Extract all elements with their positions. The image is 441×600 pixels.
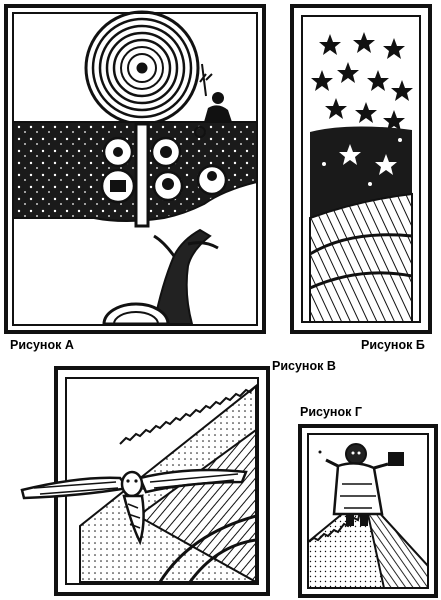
figure-v-illustration xyxy=(20,366,272,596)
caption-figure-a: Рисунок А xyxy=(10,338,74,352)
figure-v xyxy=(20,366,272,596)
hatched-landscape-b xyxy=(310,194,412,322)
figure-b-illustration xyxy=(290,4,432,334)
figure-g xyxy=(298,424,438,598)
caption-figure-b: Рисунок Б xyxy=(361,338,425,352)
figure-a-illustration xyxy=(4,4,266,334)
caption-figure-v: Рисунок В xyxy=(272,359,336,373)
figure-b xyxy=(290,4,432,334)
figure-g-illustration xyxy=(298,424,438,598)
pillar xyxy=(136,124,148,226)
figure-a xyxy=(4,4,266,334)
caption-figure-g: Рисунок Г xyxy=(300,405,362,419)
